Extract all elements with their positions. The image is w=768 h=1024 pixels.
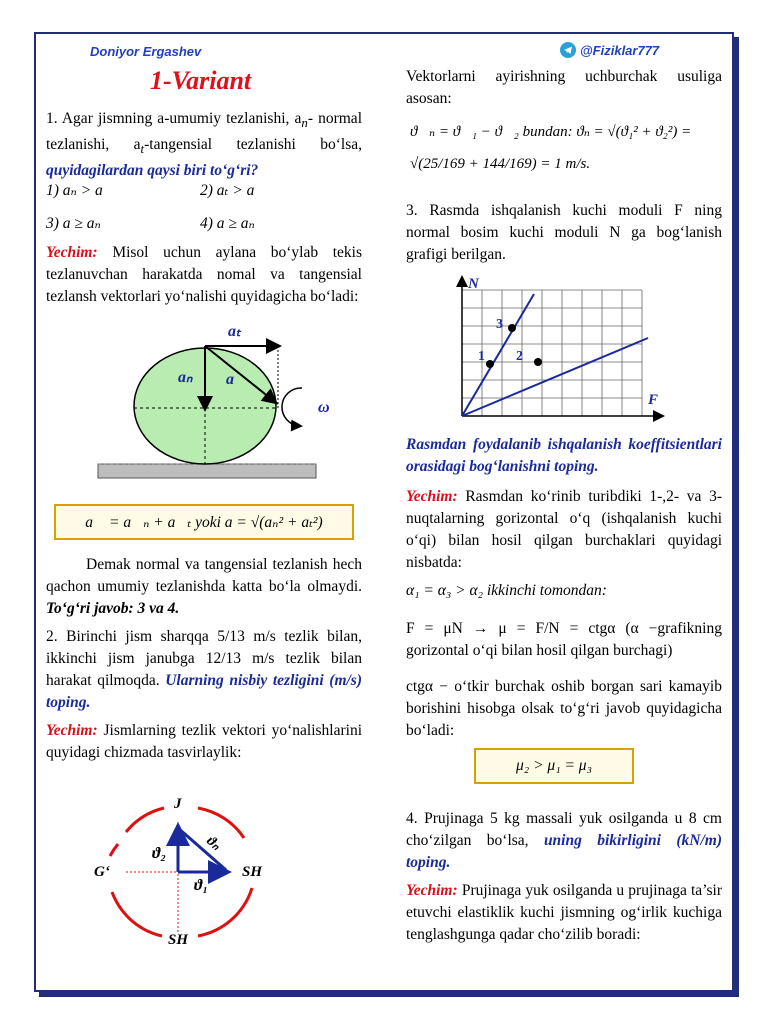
q1-option-4: 4) a ≥ aₙ <box>200 215 255 232</box>
q1-answer: To‘g‘ri javob: 3 va 4. <box>46 600 180 617</box>
q3-answer-box <box>474 748 634 784</box>
v1-label: ϑ₁ <box>194 877 209 894</box>
q2-solution-label: Yechim: <box>46 722 98 739</box>
friction-graph <box>448 270 678 428</box>
a-label: a <box>226 371 234 388</box>
q3-relation: α₁ = α₃ > α₂ ikkinchi tomondan: <box>406 582 607 599</box>
q1-solution-text: Misol uchun aylana bo‘ylab tekis tezlanuvchan harakatda nomal va tangensial tezlansh vektorlari yo‘nalishi quyidagicha bo‘ladi: <box>46 244 363 305</box>
point-2-label: 2 <box>516 349 523 364</box>
q2-question: Ularning nisbiy tezligini (m/s) toping. <box>46 672 362 711</box>
q4-solution-label: Yechim: <box>406 882 458 899</box>
channel-name: @Fiziklar777 <box>580 42 660 58</box>
compass-diagram <box>86 792 286 952</box>
q1-solution-label: Yechim: <box>46 244 98 261</box>
telegram-icon <box>560 42 576 58</box>
q2-block <box>46 626 362 714</box>
compass-east: SH <box>242 864 263 880</box>
point-1 <box>486 360 494 368</box>
q1-option-3: 3) a ≥ aₙ <box>46 215 101 232</box>
q2-solution-text: Jismlarning tezlik vektori yo‘nalishlarini quyidagi chizmada tasvirlaylik: <box>46 722 363 761</box>
q3-solution-label: Yechim: <box>406 488 458 505</box>
q3-text: 3. Rasmda ishqalanish kuchi moduli F ning normal bosim kuchi moduli N ga bog‘lanish grafigi berilgan. <box>406 202 722 263</box>
q3-ctg-text: ctgα − o‘tkir burchak oshib borgan sari kamayib borishini hisobga olsak to‘g‘ri javob quyidagicha bo‘ladi: <box>406 678 722 739</box>
q3-solution <box>406 486 722 574</box>
point-1-label: 1 <box>478 349 485 364</box>
q1-solution <box>46 242 362 308</box>
compass-north: J <box>174 796 182 812</box>
q3-formula: F = μN → μ = F/N = ctgα (α −grafikning gorizontal o‘qi bilan hosil qilgan burchagi) <box>406 620 722 659</box>
q1-conclusion: Demak normal va tangensial tezlanish hech qachon umumiy tezlanishda katta bo‘la olmaydi. To‘g‘ri javob: 3 va 4. <box>46 556 362 617</box>
q2-cont-text: Vektorlarni ayirishning uchburchak usuliga asosan: <box>406 68 722 107</box>
q3-question: Rasmdan foydalanib ishqalanish koeffitsientlari orasidagi bog‘lanishni toping. <box>406 436 722 475</box>
an-label: aₙ <box>178 369 193 386</box>
vn-label: ϑₙ <box>203 833 224 854</box>
omega-label: ω <box>318 399 330 416</box>
q3-question-block <box>406 434 722 478</box>
q1-text: 1. Agar jismning a-umumiy tezlanishi, $a_n-$ normal tezlanishi, $a_t$-tangensial tezlanishi bo‘lsa, quyidagilardan qaysi biri to‘g‘ri? <box>46 110 362 180</box>
author-name: Doniyor Ergashev <box>90 44 202 59</box>
point-3 <box>508 324 516 332</box>
q2-formula-line2: √(25/169 + 144/169) = 1 m/s. <box>410 156 591 172</box>
q1-block <box>46 108 362 182</box>
q1-option-1: 1) aₙ > a <box>46 182 103 199</box>
q1-option-2: 2) aₜ > a <box>200 182 255 199</box>
q2-text: 2. Birinchi jism sharqqa 5/13 m/s tezlik bilan, ikkinchi jism janubga 12/13 m/s tezlik bilan harakat qilmoqda. <box>46 628 362 689</box>
point-3-label: 3 <box>496 317 503 332</box>
y-axis-label: N <box>468 276 479 292</box>
x-axis-label: F <box>648 392 659 408</box>
point-2 <box>534 358 542 366</box>
rotation-arrow <box>282 388 302 426</box>
q3-ctg-block <box>406 676 722 742</box>
q2-formula-line1: ϑ⃗ₙ = ϑ⃗₁ − ϑ⃗₂ bundan: ϑₙ = √(ϑ₁² + ϑ₂²) = <box>410 124 692 140</box>
compass-west: G‘ <box>94 864 110 880</box>
q4-block <box>406 808 722 874</box>
telegram-channel[interactable] <box>560 42 659 58</box>
q1-formula-box <box>54 504 354 540</box>
q2-solution <box>46 720 362 764</box>
at-label: aₜ <box>228 323 241 340</box>
q4-text: 4. Prujinaga 5 kg massali yuk osilganda u 8 cm cho‘zilgan bo‘lsa, <box>406 810 722 849</box>
line-shallow <box>462 338 648 416</box>
q1-question: quyidagilardan qaysi biri to‘g‘ri? <box>46 162 259 180</box>
disk-diagram <box>90 318 340 486</box>
q4-solution-text: Prujinaga yuk osilganda u prujinaga ta’sir etuvchi elastiklik kuchi jismning og‘irlik kuchiga tenglashgunga qadar cho‘zilib boradi: <box>406 882 722 943</box>
compass-south: SH <box>168 932 189 948</box>
graph-grid <box>462 290 642 416</box>
q4-solution <box>406 880 722 946</box>
v2-label: ϑ₂ <box>152 845 167 862</box>
q3-block <box>406 200 722 266</box>
q3-answer: μ₂ > μ₁ = μ₃ <box>516 757 592 774</box>
q3-formula-block <box>406 618 722 662</box>
variant-title: 1-Variant <box>150 66 252 95</box>
q3-solution-text: Rasmdan ko‘rinib turibdiki 1-,2- va 3-nuqtalarning gorizontal o‘q (ishqalanish kuchi o‘qi) bilan hosil qilgan burchaklari quyidagi nisbatda: <box>406 488 723 571</box>
vn-vector <box>178 828 226 870</box>
q2-continued <box>406 66 722 110</box>
ground-surface <box>98 464 316 478</box>
q4-question: uning bikirligini (kN/m) toping. <box>406 832 722 871</box>
q1-formula: a⃗ = a⃗ₙ + a⃗ₜ yoki a = √(aₙ² + aₜ²) <box>85 513 323 531</box>
